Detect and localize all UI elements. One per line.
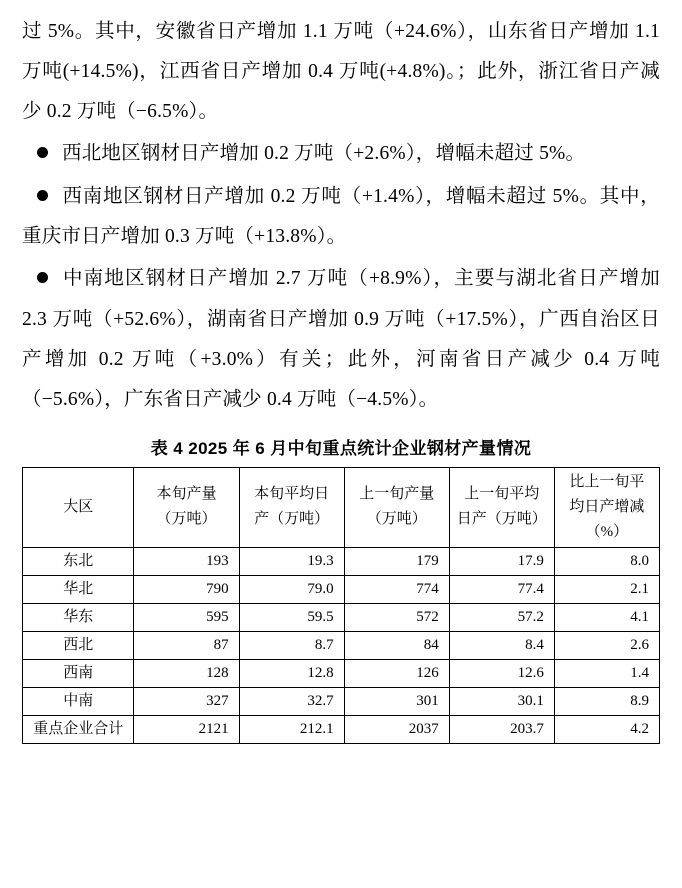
cell-previous-daily-avg: 17.9 <box>449 547 554 575</box>
cell-previous-daily-avg: 12.6 <box>449 659 554 687</box>
steel-output-table <box>22 467 660 744</box>
cell-previous-output: 84 <box>344 631 449 659</box>
paragraph-bullet-southcentral-text: 中南地区钢材日产增加 2.7 万吨（+8.9%），主要与湖北省日产增加 2.3 万吨（+52.6%），湖南省日产增加 0.9 万吨（+17.5%），广西自治区日产增加 0.2 万吨（+3.0%）有关；此外，河南省日产减少 0.4 万吨（−5.6%），广东省日产减少 0.4 万吨（−4.5%）。 <box>22 268 660 410</box>
cell-previous-output: 126 <box>344 659 449 687</box>
cell-previous-output: 572 <box>344 603 449 631</box>
cell-previous-daily-avg: 30.1 <box>449 687 554 715</box>
cell-region: 华北 <box>23 575 134 603</box>
table-row <box>23 715 660 743</box>
cell-change-pct: 8.0 <box>554 547 659 575</box>
paragraph-bullet-southwest <box>22 177 660 258</box>
cell-current-output: 327 <box>134 687 239 715</box>
table-row <box>23 547 660 575</box>
table-body <box>23 547 660 743</box>
table-row <box>23 687 660 715</box>
paragraph-bullet-northwest-text: 西北地区钢材日产增加 0.2 万吨（+2.6%），增幅未超过 5%。 <box>62 143 586 164</box>
cell-change-pct: 4.1 <box>554 603 659 631</box>
column-header-current-output: 本旬产量 （万吨） <box>134 467 239 547</box>
cell-region: 重点企业合计 <box>23 715 134 743</box>
cell-region: 西北 <box>23 631 134 659</box>
cell-current-output: 790 <box>134 575 239 603</box>
cell-current-daily-avg: 32.7 <box>239 687 344 715</box>
cell-change-pct: 2.1 <box>554 575 659 603</box>
cell-previous-output: 2037 <box>344 715 449 743</box>
cell-current-daily-avg: 12.8 <box>239 659 344 687</box>
cell-current-daily-avg: 8.7 <box>239 631 344 659</box>
table-row <box>23 575 660 603</box>
cell-region: 中南 <box>23 687 134 715</box>
cell-previous-daily-avg: 8.4 <box>449 631 554 659</box>
cell-previous-daily-avg: 77.4 <box>449 575 554 603</box>
cell-current-output: 595 <box>134 603 239 631</box>
column-header-previous-daily-avg: 上一旬平均 日产（万吨） <box>449 467 554 547</box>
cell-current-daily-avg: 79.0 <box>239 575 344 603</box>
cell-previous-output: 301 <box>344 687 449 715</box>
cell-previous-daily-avg: 203.7 <box>449 715 554 743</box>
column-header-change-pct: 比上一旬平 均日产增减 （%） <box>554 467 659 547</box>
cell-current-daily-avg: 212.1 <box>239 715 344 743</box>
cell-current-daily-avg: 19.3 <box>239 547 344 575</box>
cell-change-pct: 4.2 <box>554 715 659 743</box>
cell-region: 东北 <box>23 547 134 575</box>
cell-current-output: 193 <box>134 547 239 575</box>
cell-region: 华东 <box>23 603 134 631</box>
bullet-icon <box>22 257 62 297</box>
cell-change-pct: 1.4 <box>554 659 659 687</box>
cell-previous-output: 774 <box>344 575 449 603</box>
cell-change-pct: 2.6 <box>554 631 659 659</box>
table-row <box>23 631 660 659</box>
cell-previous-daily-avg: 57.2 <box>449 603 554 631</box>
bullet-icon <box>22 132 62 172</box>
cell-region: 西南 <box>23 659 134 687</box>
paragraph-continuation: 过 5%。其中，安徽省日产增加 1.1 万吨（+24.6%），山东省日产增加 1.1 万吨(+14.5%)，江西省日产增加 0.4 万吨(+4.8%)。；此外，浙江省日产减少 0.2 万吨（−6.5%）。 <box>22 21 660 122</box>
column-header-region: 大区 <box>23 467 134 547</box>
cell-change-pct: 8.9 <box>554 687 659 715</box>
cell-current-output: 128 <box>134 659 239 687</box>
cell-current-output: 87 <box>134 631 239 659</box>
table-row <box>23 659 660 687</box>
cell-current-daily-avg: 59.5 <box>239 603 344 631</box>
cell-current-output: 2121 <box>134 715 239 743</box>
cell-previous-output: 179 <box>344 547 449 575</box>
column-header-previous-output: 上一旬产量 （万吨） <box>344 467 449 547</box>
column-header-current-daily-avg: 本旬平均日 产（万吨） <box>239 467 344 547</box>
table-title: 表 4 2025 年 6 月中旬重点统计企业钢材产量情况 <box>150 438 532 458</box>
paragraph-bullet-northwest <box>22 134 660 175</box>
paragraph-bullet-southwest-text: 西南地区钢材日产增加 0.2 万吨（+1.4%），增幅未超过 5%。其中，重庆市日产增加 0.3 万吨（+13.8%）。 <box>22 185 660 248</box>
paragraph-bullet-southcentral <box>22 259 660 420</box>
bullet-icon <box>22 174 62 214</box>
table-row <box>23 603 660 631</box>
table-header-row <box>23 467 660 547</box>
